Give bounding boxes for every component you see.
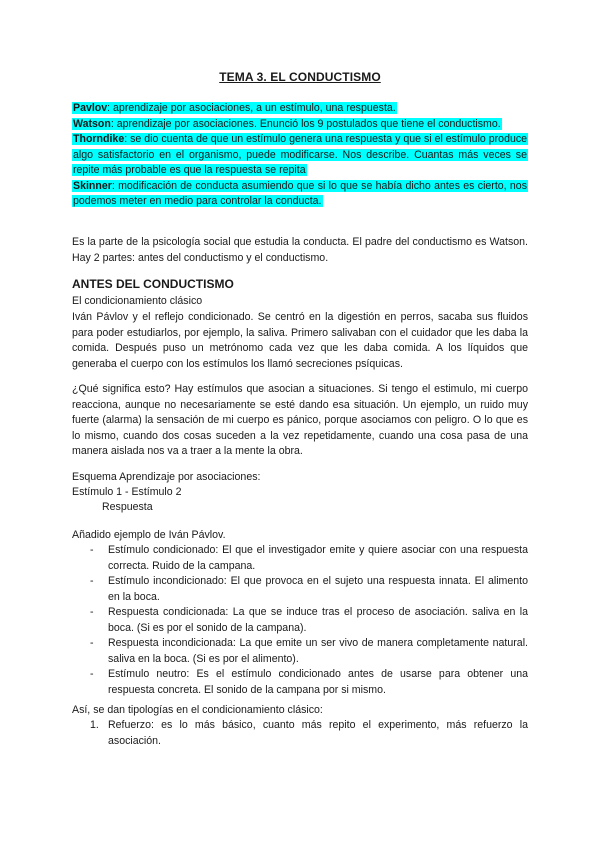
scheme-response: Respuesta <box>102 501 153 513</box>
summary-text: : aprendizaje por asociaciones, a un estímulo, una respuesta. <box>107 102 396 114</box>
summary-term: Skinner <box>73 179 112 192</box>
summary-pavlov <box>72 101 528 117</box>
list-number: 1. <box>90 719 99 731</box>
pavlov-paragraph: Iván Pávlov y el reflejo condicionado. Se centró en la digestión en perros, sacaba sus fluidos para poder estudiarlos, por ejemplo, la saliva. Primero salivaban con el cuidador que les daba la comida. Después puso un metrónomo cada vez que les daba comida. A los líquidos que generaba el cuerpo con los estímulos los llamó secreciones psíquicas. <box>72 311 528 370</box>
typologies-list <box>72 718 528 749</box>
list-item-text: Estímulo neutro: Es el estímulo condicionado antes de usarse para obtener una respuesta concreta. El sonido de la campana por si mismo. <box>108 668 528 696</box>
list-item <box>72 543 528 574</box>
summary-watson <box>72 117 528 133</box>
list-item <box>72 718 528 749</box>
list-item-text: Estímulo incondicionado: El que provoca en el sujeto una respuesta innata. El alimento en la boca. <box>108 575 528 603</box>
intro-paragraph: Es la parte de la psicología social que estudia la conducta. El padre del conductismo es Watson. Hay 2 partes: antes del conductismo y el conductismo. <box>72 236 528 264</box>
summary-term: Watson <box>73 117 111 130</box>
scheme-label: Esquema Aprendizaje por asociaciones: <box>72 471 261 483</box>
list-item <box>72 605 528 636</box>
list-item <box>72 574 528 605</box>
page-title: TEMA 3. EL CONDUCTISMO <box>219 70 381 84</box>
subheading: El condicionamiento clásico <box>72 295 203 307</box>
list-marker: - <box>90 575 94 587</box>
summary-text: : modificación de conducta asumiendo que si lo que se había dicho antes es cierto, nos podemos meter en medio para controlar la conducta. <box>73 179 527 207</box>
list-item-text: Refuerzo: es lo más básico, cuanto más repito el experimento, más refuerzo la asociación. <box>108 719 528 747</box>
example-list <box>72 543 528 698</box>
list-marker: - <box>90 606 94 618</box>
list-marker: - <box>90 637 94 649</box>
highlighted-summary <box>72 101 528 210</box>
list-item-text: Respuesta condicionada: La que se induce tras el proceso de asociación. saliva en la boca. (Si es por el sonido de la campana). <box>108 606 528 634</box>
list-marker: - <box>90 668 94 680</box>
scheme-stimuli: Estímulo 1 - Estímulo 2 <box>72 486 182 498</box>
example-intro: Añadido ejemplo de Iván Pávlov. <box>72 529 226 541</box>
list-item <box>72 667 528 698</box>
question-paragraph: ¿Qué significa esto? Hay estímulos que asocian a situaciones. Si tengo el estimulo, mi cuerpo reacciona, aunque no necesariamente se esté dando esa situación. Un ejemplo, un ruido muy fuerte (alarma) la sensación de mi cuerpo es pánico, porque asociamos con peligro. O lo que es lo mismo, cuando dos cosas suceden a la vez repetidamente, cuando una cosa pasa de una manera aislada nos va a traer a la mente la obra. <box>72 383 528 457</box>
section-heading: ANTES DEL CONDUCTISMO <box>72 277 234 291</box>
summary-text: : se dio cuenta de que un estímulo genera una respuesta y que si el estímulo produce algo satisfactorio en el organismo, puede modificarse. Nos describe. Cuantas más veces se repite más probable es que la respuesta se repita <box>73 133 528 176</box>
summary-skinner <box>72 179 528 210</box>
summary-thorndike <box>72 132 528 179</box>
list-item-text: Respuesta incondicionada: La que emite un ser vivo de manera completamente natural. saliva en la boca. (Si es por el alimento). <box>108 637 528 665</box>
summary-text: : aprendizaje por asociaciones. Enunció los 9 postulados que tiene el conductismo. <box>110 117 501 130</box>
list-item <box>72 636 528 667</box>
list-marker: - <box>90 544 94 556</box>
list-item-text: Estímulo condicionado: El que el investigador emite y quiere asociar con una respuesta correcta. Ruido de la campana. <box>108 544 528 572</box>
summary-term: Pavlov <box>73 102 108 114</box>
summary-term: Thorndike <box>73 133 125 145</box>
typologies-intro: Así, se dan tipologías en el condicionamiento clásico: <box>72 704 323 716</box>
